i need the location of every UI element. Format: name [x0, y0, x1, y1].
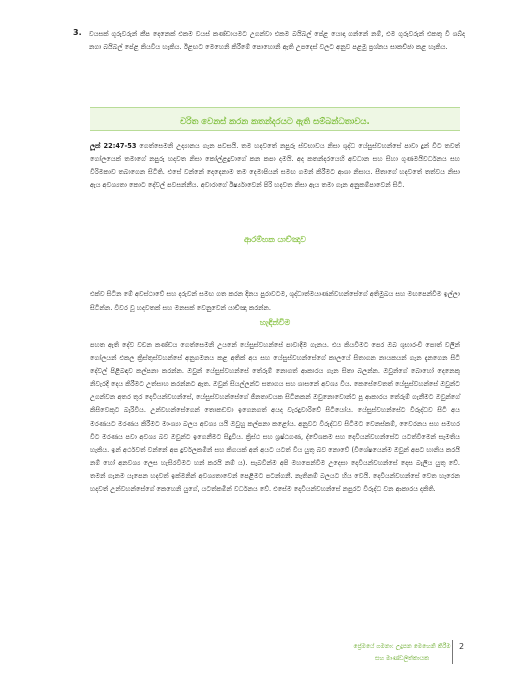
item-text: වයසක් ගුරුවරුන් කීප දෙනෙක් එකම වයස් කණ්ඩායමට උගන්වා එකම බයිබල් පේළ යොදා ගන්නේ නම්, එම ගුරුවරුන් එකතු වී ශබ්ද නගා බයිබල් පේළ කියවිය හැකිය. ඊළඟට මෙහෙනි කිරීමේ පොහොනි ඇති උපදෙස් වලට අනුව පළමු ප්‍රශ්නය සාකච්ඡා කළ හැකිය. [89, 30, 465, 52]
opening-prayer-text: එක්ව සිටින මේ අවස්ථාවේ සහ දරුවන් සමඟ ගත කරන දිනය පුරාවටම, ශුද්ධාත්මයාණන්වහන්සේගේ අතිමුඛය සහ මඟපෙන්වීම ඉල්ලා සිටින්න. විවර වූ හදවතක් සහ මනසක් වෙනුවෙන් යාච්ඤා කරන්න. [90, 290, 460, 312]
scripture-reference: ලූක් 22:47-53 [90, 142, 137, 150]
story-paragraph [90, 140, 460, 192]
story-text: ගෙත්සෙමනි උද්‍යානය ගැන පවසයි. තම හදවතේ නපුරු ස්වභාවය නිසා ශුද්ධ යේසුස්වහන්සේ පාවා දුන් විට තවත් ගෝලයෙක් තමාගේ නපුරු හදවත නිසා කෝල්ළදුවාගේ කන කපා දමයි. අද කතන්දරයෙහි අවධාන සහ සිහා ගුණමයිවර්ධනය සහ විරිමකාව තබාගෙන සිටිති. එසේ වන්නේ දෙදෙනාම තම දෙමාපියන් සමඟ ගමන් කිරීමට ආශා නිසාය. සීතාගේ හදවතේ තත්වය නිසා ඇය අවශ්‍යතා කොට දේවල් පවසන්නීය. අවාරාගේ ඊර්ෂ්‍යාවෙන් පිරි හදවත නිසා ඇය තමා ගැන අනුකම්පාවෙන් සිටී. [90, 142, 460, 189]
page-number: 2 [459, 642, 465, 651]
section-banner [90, 107, 460, 131]
introduction-text: පහත ඇති දේව වචන කණ්ඩය ගෙත්සෙමනි උයනේ යේසුස්වහන්සේ පාවාදීම ගැනය. එය කියවීමට පෙර ඔබ ශුභාරංචි පොත් වලින් ගෝලයන් එකල ක්‍රිස්තුස්වහන්සේ අනුගමනය කළ අතික් අය සහ යේසුස්වහන්සේගේ කාලයේ සිතාගන නායකයන් ගැන දැනගෙන සිටි දේවල් පිළිබඳව කල්පනා කරන්න. ඔවුන් යේසුස්වහන්සේ තේරුම් නොගත් ආකාරය ගැන සිතා බලන්න. ඔවුන්ගේ බොහෝ දෙනෙකු නිවැරදි දෙය කිරීමට උත්සාහ කරන්නට ඇත. ඔවුන් සියල්ලන්ට සතාගය සහ ශාසනේ අවශ්‍ය විය. කෙසේවෙතත් යේසුස්වහන්සේ ඔවුන්ට උගන්වන අතර තුර දෙවියන්වහන්සේ, යේසුස්වහන්සේගේ ජීනතාවයක සිටිනකන් ඔවුනොවොන්ට පූ ආකාරය තේරුම් ගැනීමට ඔවුන්ගේ කිසිවෙකුට බැරිවිය. උන්වහන්සේගෙන් තොකඩවා ඉගෙනගත් අයද වැරදුවාරිවේ සිටියෝය. යේසුස්වහන්සේට විරුද්ධව සිටි අය මරණයට මරණය කිරීමට මාංශ්‍යා බලය අවශ්‍ය යයි ඔවුහු කල්පනා කළෝය. අනුවට විරුද්ධව සිටීමට වෙනස්කම්, වෛරනය සහ සමහර විට මරණය පවා අවශ්‍ය බව ඔවුන්ට ඉගෙනීමට සිදුවිය. ක්‍රිස්ථ සහ ශ්‍රෂ්ඨගණ, ද්වේශකම සහ දෙවියන්වහන්සේට යටත්වීමෙන් සැමතිය හැකිය. ඉන් අර්ථවත් වන්නේ අප දුර්වලකමින් සහ කිගයක් අන් අයට යටත් විය යුතු බව නොවේ (විශේෂයෙන්ම ඔවුන් අපට හානිය කරයි නම් හෝ අනවශ්‍ය ලෙස හැසිරවීමට හන් කරයි නම් ය). සැබවින්ම අපි මහපෙන්වීම උදෙසා දෙවියන්වහන්සේ දෙස බැලිය යුතු වේ. තමන් ගැනම යැපෙන හදවත් ඉක්මනින් අවශ්‍යතාවෙන් පෙළීමට පටන්ගනී. නැතිනම් බලයට හිය වෙයි. දෙවියන්වහන්සේ වෙත හැරෙන හදවත් උන්වහන්සේගේ කෙහෙනි යුගේ, යටත්කමින් වර්ධනය වේ. එසේම දෙවියන්වහන්සේ නපුරට විරුද්ධ වන ආකාරය දකිති. [90, 341, 460, 494]
footer-divider [452, 640, 453, 664]
numbered-item-3 [73, 28, 465, 55]
footer-title [352, 641, 452, 665]
banner-title: චරිත වෙනස් කරන කතන්දරයට ඇති සම්බන්ධතාවය. [180, 117, 370, 127]
introduction-heading: හැඳින්වීම [259, 318, 291, 327]
footer-line-2: සහ මාණ්ඩලිත්කායක [375, 655, 429, 662]
item-number: 3. [73, 28, 82, 37]
opening-prayer-heading: ආරම්භක යාච්ඤාව [243, 235, 306, 244]
footer-line-1: ප්‍රේමයේ ගමනා: උදුපන මෙහෙනි කිරීම [353, 643, 451, 650]
